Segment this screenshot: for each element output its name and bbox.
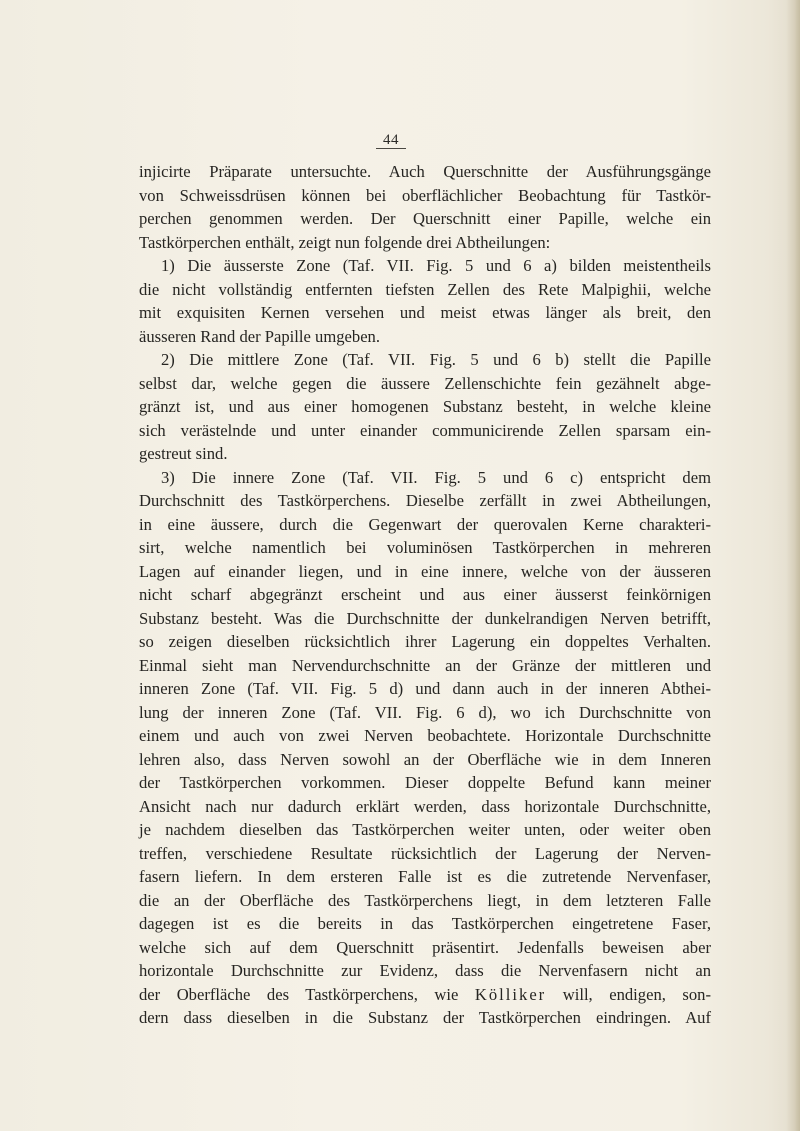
page-edge-shadow — [786, 0, 800, 1131]
text-line: je nachdem dieselben das Tastkörperchen weiter unten, oder weiter oben — [139, 820, 711, 839]
author-name: Kölliker — [474, 984, 547, 1004]
text-line: in eine äussere, durch die Gegenwart der querovalen Kerne charakteri- — [139, 514, 711, 534]
text-line: sich verästelnde und unter einander communicirende Zellen sparsam ein- — [139, 420, 711, 440]
text-segment: der Oberfläche des Tastkörperchens, wie — [139, 984, 459, 1004]
text-line: lung der inneren Zone (Taf. VII. Fig. 6 d), wo ich Durchschnitte von — [139, 702, 711, 722]
text-line: dagegen ist es die bereits in das Tastkörperchen eingetretene Faser, — [139, 914, 711, 933]
text-line: Substanz besteht. Was die Durchschnitte der dunkelrandigen Nerven betrifft, — [139, 608, 711, 628]
text-line: mit exquisiten Kernen versehen und meist etwas länger als breit, den — [139, 303, 711, 322]
text-line: äusseren Rand der Papille umgeben. — [139, 326, 380, 346]
text-line: selbst dar, welche gegen die äussere Zellenschichte fein gezähnelt abge- — [139, 373, 711, 393]
text-line: Ansicht nach nur dadurch erklärt werden, dass horizontale Durchschnitte, — [139, 796, 711, 816]
text-line: 2) Die mittlere Zone (Taf. VII. Fig. 5 und 6 b) stellt die Papille — [161, 350, 711, 369]
text-line: injicirte Präparate untersuchte. Auch Querschnitte der Ausführungsgänge — [139, 162, 711, 181]
text-line: Einmal sieht man Nervendurchschnitte an der Gränze der mittleren und — [139, 655, 711, 675]
text-line: 3) Die innere Zone (Taf. VII. Fig. 5 und 6 c) entspricht dem — [161, 467, 711, 487]
text-line: horizontale Durchschnitte zur Evidenz, dass die Nervenfasern nicht an — [139, 961, 711, 980]
text-line: der Tastkörperchen vorkommen. Dieser doppelte Befund kann meiner — [139, 773, 711, 792]
text-line: dern dass dieselben in die Substanz der Tastkörperchen eindringen. Auf — [139, 1008, 711, 1027]
text-line: perchen genommen werden. Der Querschnitt einer Papille, welche ein — [139, 209, 711, 228]
body-text — [139, 160, 711, 1030]
text-segment: will, endigen, son- — [562, 984, 711, 1004]
text-line: gestreut sind. — [139, 444, 228, 463]
text-line: welche sich auf dem Querschnitt präsentirt. Jedenfalls beweisen aber — [139, 937, 711, 957]
text-line: einem und auch von zwei Nerven beobachtete. Horizontale Durchschnitte — [139, 726, 711, 745]
text-line: lehren also, dass Nerven sowohl an der Oberfläche wie in dem Inneren — [139, 749, 711, 769]
text-line: inneren Zone (Taf. VII. Fig. 5 d) und dann auch in der inneren Abthei- — [139, 679, 711, 698]
page-number-underline — [376, 148, 406, 149]
text-line: nicht scharf abgegränzt erscheint und aus einer äusserst feinkörnigen — [139, 585, 711, 604]
text-line: Durchschnitt des Tastkörperchens. Dieselbe zerfällt in zwei Abtheilungen, — [139, 491, 711, 510]
text-line: sirt, welche namentlich bei voluminösen Tastkörperchen in mehreren — [139, 538, 711, 557]
text-line: 1) Die äusserste Zone (Taf. VII. Fig. 5 und 6 a) bilden meistentheils — [161, 256, 711, 275]
text-line: die nicht vollständig entfernten tiefsten Zellen des Rete Malpighii, welche — [139, 279, 711, 299]
text-line: gränzt ist, und aus einer homogenen Substanz besteht, in welche kleine — [139, 397, 711, 416]
text-line: Lagen auf einander liegen, und in eine innere, welche von der äusseren — [139, 561, 711, 581]
text-line: Tastkörperchen enthält, zeigt nun folgende drei Abtheilungen: — [139, 232, 551, 252]
text-line: treffen, verschiedene Resultate rücksichtlich der Lagerung der Nerven- — [139, 843, 711, 863]
text-line: fasern liefern. In dem ersteren Falle ist es die zutretende Nervenfaser, — [139, 867, 711, 886]
text-line: so zeigen dieselben rücksichtlich ihrer Lagerung ein doppeltes Verhalten. — [139, 632, 711, 651]
page-number: 44 — [383, 132, 399, 148]
text-line: von Schweissdrüsen können bei oberflächlicher Beobachtung für Tastkör- — [139, 185, 711, 205]
text-line — [139, 983, 711, 1007]
text-line: die an der Oberfläche des Tastkörperchens liegt, in dem letzteren Falle — [139, 890, 711, 910]
